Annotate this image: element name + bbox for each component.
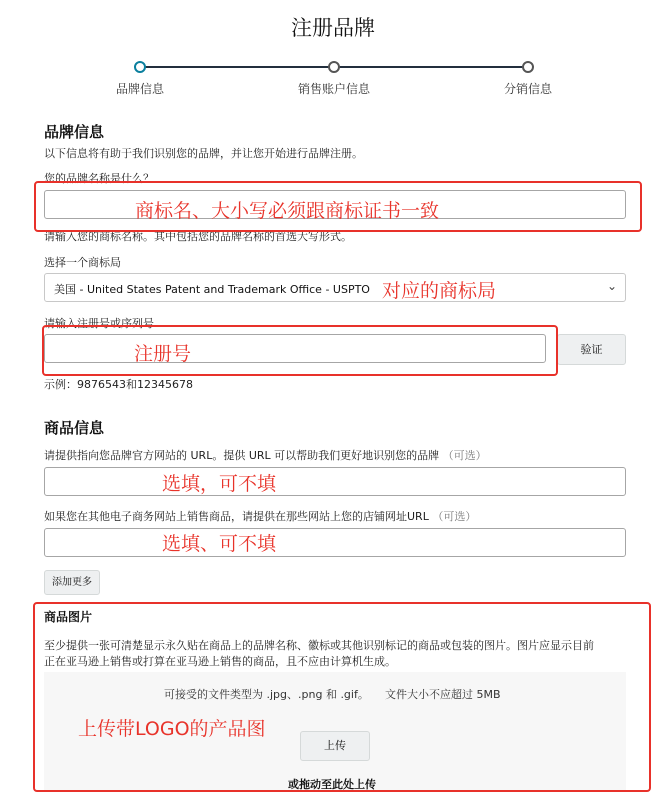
registration-example: 示例：9876543和12345678 bbox=[44, 378, 193, 391]
product-images-description-2: 正在亚马逊上销售或打算在亚马逊上销售的商品，且不应由计算机生成。 bbox=[44, 655, 396, 668]
step-dot-distribution bbox=[522, 61, 534, 73]
annotation-registration-number: 注册号 bbox=[134, 343, 192, 365]
step-label-distribution: 分销信息 bbox=[503, 82, 552, 96]
annotation-optional-url: 选填，可不填 bbox=[162, 473, 277, 495]
trademark-office-label: 选择一个商标局 bbox=[44, 256, 121, 269]
brand-info-heading: 品牌信息 bbox=[44, 123, 105, 141]
annotation-box-product-images bbox=[33, 602, 651, 792]
brand-name-hint: 请输入您的商标名称。其中包括您的品牌名称的首选大写形式。 bbox=[44, 230, 352, 243]
trademark-office-value: 美国 - United States Patent and Trademark Office - USPTO bbox=[54, 283, 370, 296]
trademark-office-select[interactable] bbox=[44, 273, 626, 302]
annotation-brand-name: 商标名、大小写必须跟商标证书一致 bbox=[135, 200, 440, 222]
page-title: 注册品牌 bbox=[291, 16, 375, 40]
step-dot-brand bbox=[134, 61, 146, 73]
upload-button[interactable]: 上传 bbox=[300, 731, 370, 761]
store-url-optional: （可选） bbox=[432, 510, 477, 523]
annotation-optional-store: 选填、可不填 bbox=[162, 533, 277, 555]
chevron-down-icon: ⌄ bbox=[606, 279, 617, 293]
accepted-file-types: 可接受的文件类型为 .jpg、.png 和 .gif。 bbox=[164, 688, 369, 701]
registration-number-label: 请输入注册号或序列号 bbox=[44, 317, 154, 330]
annotation-trademark-office: 对应的商标局 bbox=[382, 280, 497, 302]
add-more-button[interactable]: 添加更多 bbox=[44, 570, 100, 595]
product-info-heading: 商品信息 bbox=[44, 419, 105, 437]
file-size-limit: 文件大小不应超过 5MB bbox=[385, 688, 501, 701]
annotation-box-registration bbox=[42, 325, 558, 376]
annotation-logo-image: 上传带LOGO的产品图 bbox=[78, 718, 266, 740]
step-dot-sales bbox=[328, 61, 340, 73]
store-url-label bbox=[44, 508, 476, 524]
store-url-input[interactable] bbox=[44, 528, 626, 557]
drag-upload-text: 或拖动至此处上传 bbox=[288, 778, 376, 791]
store-url-label-text: 如果您在其他电子商务网站上销售商品，请提供在那些网站上您的店铺网址URL bbox=[44, 510, 429, 523]
product-images-heading: 商品图片 bbox=[44, 610, 93, 624]
step-label-sales: 销售账户信息 bbox=[297, 82, 370, 96]
step-label-brand: 品牌信息 bbox=[115, 82, 164, 96]
brand-info-subtitle: 以下信息将有助于我们识别您的品牌，并让您开始进行品牌注册。 bbox=[44, 147, 363, 160]
verify-button[interactable]: 验证 bbox=[557, 334, 626, 365]
brand-name-question: 您的品牌名称是什么？ bbox=[44, 172, 154, 185]
brand-url-input[interactable] bbox=[44, 467, 626, 496]
product-images-description-1: 至少提供一张可清楚显示永久贴在商品上的品牌名称、徽标或其他识别标记的商品或包装的图片。图片应显示目前 bbox=[44, 639, 594, 652]
brand-url-optional: （可选） bbox=[442, 449, 487, 462]
brand-url-label bbox=[44, 447, 487, 463]
brand-url-label-text: 请提供指向您品牌官方网站的 URL。提供 URL 可以帮助我们更好地识别您的品牌 bbox=[44, 449, 440, 462]
